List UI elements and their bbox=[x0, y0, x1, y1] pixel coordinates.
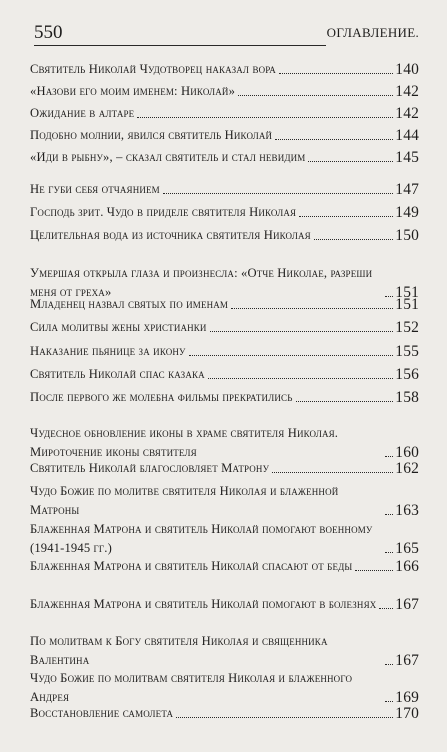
dot-leader bbox=[189, 355, 394, 356]
toc-entry-page: 149 bbox=[395, 204, 419, 221]
toc-entry-title: Целительная вода из источника святителя Николая bbox=[30, 228, 311, 242]
toc-entry[interactable] bbox=[30, 520, 419, 558]
toc-entry[interactable] bbox=[30, 459, 419, 478]
toc-entry-title: Чудо Божие по молитвам святителя Николая и блаженного Андрея bbox=[30, 671, 353, 704]
toc-entry[interactable] bbox=[30, 424, 419, 462]
toc-entry-title: Блаженная Матрона и святитель Николай помогают военному (1941-1945 гг.) bbox=[30, 522, 373, 555]
toc-entry-title: После первого же молебна фильмы прекратились bbox=[30, 390, 293, 404]
toc-entry[interactable] bbox=[30, 60, 419, 79]
toc-entry[interactable] bbox=[30, 203, 419, 222]
dot-leader bbox=[314, 239, 393, 240]
toc-entry[interactable] bbox=[30, 82, 419, 101]
toc-entry-page: 145 bbox=[395, 149, 419, 166]
dot-leader bbox=[272, 472, 393, 473]
toc-entry-title: Не губи себя отчаянием bbox=[30, 182, 160, 196]
toc-entry-title: Младенец назвал святых по именам bbox=[30, 297, 229, 311]
dot-leader bbox=[385, 664, 393, 665]
toc-entry-page: 158 bbox=[395, 389, 419, 406]
header-rule bbox=[34, 45, 326, 46]
dot-leader bbox=[385, 552, 393, 553]
toc-entry-page: 150 bbox=[395, 227, 419, 244]
toc-entry-title: Святитель Николай Чудотворец наказал вора bbox=[30, 62, 276, 76]
toc-entry-title: «Иди в рыбну», – сказал святитель и стал невидим bbox=[30, 150, 306, 164]
toc-entry[interactable] bbox=[30, 632, 419, 670]
toc-entry[interactable] bbox=[30, 595, 419, 614]
toc-entry-page: 165 bbox=[395, 540, 419, 557]
toc-entry-title: Восстановление самолета bbox=[30, 706, 174, 720]
toc-entry-title: Господь зрит. Чудо в приделе святителя Николая bbox=[30, 205, 297, 219]
toc-entry-page: 144 bbox=[395, 127, 419, 144]
toc-entry[interactable] bbox=[30, 104, 419, 123]
dot-leader bbox=[176, 717, 393, 718]
dot-leader bbox=[275, 139, 393, 140]
toc-entry-page: 147 bbox=[395, 181, 419, 198]
dot-leader bbox=[308, 161, 393, 162]
toc-entry-page: 170 bbox=[395, 705, 419, 722]
toc-entry-page: 167 bbox=[395, 652, 419, 669]
toc-entry-title: Ожидание в алтаре bbox=[30, 106, 135, 120]
toc-entry-title: Святитель Николай благословляет Матрону bbox=[30, 461, 270, 475]
dot-leader bbox=[231, 308, 393, 309]
toc-entry-title: Сила молитвы жены христианки bbox=[30, 320, 207, 334]
toc-entry-title: Умершая открыла глаза и произнесла: «Отче Николае, разреши меня от греха» bbox=[30, 266, 373, 299]
toc-entry-page: 163 bbox=[395, 502, 419, 519]
toc-entry-page: 160 bbox=[395, 444, 419, 461]
toc-entry[interactable] bbox=[30, 704, 419, 723]
toc-entry-page: 140 bbox=[395, 61, 419, 78]
toc-entry-title: По молитвам к Богу святителя Николая и священника Валентина bbox=[30, 634, 328, 667]
toc-entry[interactable] bbox=[30, 226, 419, 245]
toc-entry-page: 166 bbox=[395, 558, 419, 575]
toc-entry-page: 167 bbox=[395, 596, 419, 613]
toc-entry-page: 152 bbox=[395, 319, 419, 336]
toc-entry[interactable] bbox=[30, 342, 419, 361]
toc-entry[interactable] bbox=[30, 669, 419, 707]
dot-leader bbox=[238, 95, 393, 96]
dot-leader bbox=[385, 701, 393, 702]
toc-entry-title: Подобно молнии, явился святитель Николай bbox=[30, 128, 273, 142]
toc-entry[interactable] bbox=[30, 482, 419, 520]
toc-entry-title: Чудесное обновление иконы в храме святителя Николая. Мироточение иконы святителя bbox=[30, 426, 339, 459]
toc-entry-page: 142 bbox=[395, 83, 419, 100]
toc-entry-page: 151 bbox=[395, 284, 419, 301]
page-header bbox=[34, 22, 419, 42]
dot-leader bbox=[208, 378, 394, 379]
toc-entry-page: 142 bbox=[395, 105, 419, 122]
toc-entry[interactable] bbox=[30, 388, 419, 407]
toc-entry-title: Святитель Николай спас казака bbox=[30, 367, 205, 381]
page-number: 550 bbox=[34, 22, 63, 43]
running-title: ОГЛАВЛЕНИЕ. bbox=[326, 25, 419, 40]
dot-leader bbox=[137, 117, 393, 118]
toc-entry[interactable] bbox=[30, 557, 419, 576]
dot-leader bbox=[296, 401, 394, 402]
dot-leader bbox=[385, 456, 393, 457]
toc-entry-title: Блаженная Матрона и святитель Николай помогают в болезнях bbox=[30, 597, 377, 611]
toc-entry[interactable] bbox=[30, 318, 419, 337]
dot-leader bbox=[385, 514, 393, 515]
toc-entry-page: 162 bbox=[395, 460, 419, 477]
dot-leader bbox=[355, 570, 393, 571]
toc-entry-page: 155 bbox=[395, 343, 419, 360]
toc-entry[interactable] bbox=[30, 148, 419, 167]
toc-entry-title: Наказание пьянице за икону bbox=[30, 344, 186, 358]
dot-leader bbox=[210, 331, 394, 332]
toc-entry-page: 151 bbox=[395, 296, 419, 313]
toc-entry-title: «Назови его моим именем: Николай» bbox=[30, 84, 236, 98]
toc-entry-title: Блаженная Матрона и святитель Николай спасают от беды bbox=[30, 559, 353, 573]
dot-leader bbox=[379, 608, 393, 609]
dot-leader bbox=[299, 216, 393, 217]
toc-entry[interactable] bbox=[30, 180, 419, 199]
toc-entry[interactable] bbox=[30, 365, 419, 384]
toc-entry[interactable] bbox=[30, 126, 419, 145]
toc-entry-page: 156 bbox=[395, 366, 419, 383]
toc-entry-title: Чудо Божие по молитве святителя Николая и блаженной Матроны bbox=[30, 484, 339, 517]
dot-leader bbox=[163, 193, 393, 194]
toc-entry[interactable] bbox=[30, 295, 419, 314]
toc-entry-page: 169 bbox=[395, 689, 419, 706]
dot-leader bbox=[279, 73, 393, 74]
